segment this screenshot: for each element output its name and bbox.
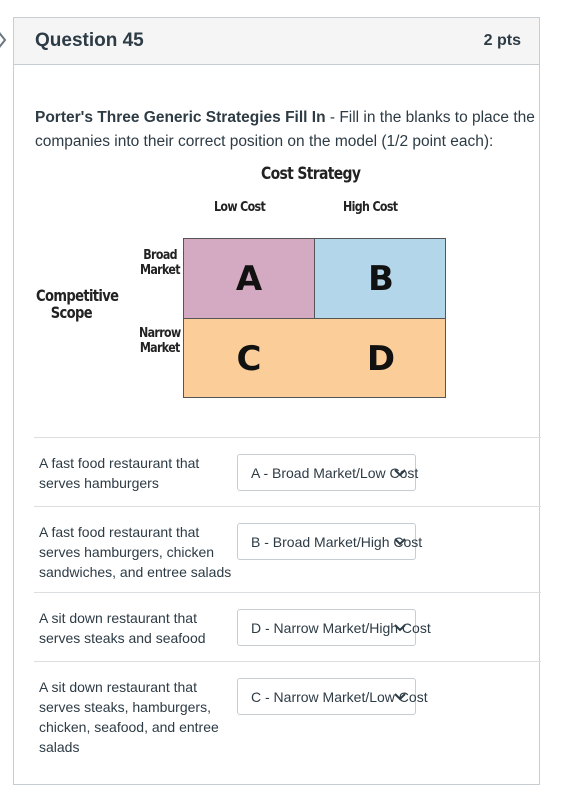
chevron-right-icon xyxy=(0,27,8,53)
prompt-title: Porter's Three Generic Strategies Fill In xyxy=(35,109,326,126)
scope-label: Scope xyxy=(50,303,93,322)
list-item xyxy=(34,437,541,506)
narrow-label: Narrow xyxy=(139,325,181,341)
low-cost-label: Low Cost xyxy=(214,199,266,215)
list-item xyxy=(34,661,541,766)
quadrant-a-letter: A xyxy=(235,259,263,299)
quadrant-c-letter: C xyxy=(236,339,262,379)
answer-select[interactable] xyxy=(237,523,423,560)
high-cost-label: High Cost xyxy=(343,199,398,215)
competitive-label: Competitive xyxy=(36,286,119,305)
answer-select[interactable] xyxy=(237,609,431,646)
quadrant-cd xyxy=(183,318,446,398)
question-points: 2 pts xyxy=(483,32,521,49)
list-item xyxy=(34,506,541,592)
quadrant-b-letter: B xyxy=(368,259,394,299)
item-description: A sit down restaurant that serves steaks, hamburgers, chicken, seafood, and entree salads xyxy=(39,679,219,755)
selected-value: C - Narrow Market/Low Cost xyxy=(251,688,428,705)
broad-market-label xyxy=(140,248,180,278)
answer-select[interactable] xyxy=(237,454,419,491)
narrow-market-label xyxy=(139,326,181,356)
item-description: A fast food restaurant that serves hamburgers, chicken sandwiches, and entree salads xyxy=(39,524,232,580)
question-title: Question 45 xyxy=(35,30,144,51)
question-prompt xyxy=(35,106,535,154)
chevron-down-icon xyxy=(393,537,407,547)
broad-label: Broad xyxy=(143,247,177,263)
selected-value: D - Narrow Market/High Cost xyxy=(251,619,431,636)
answer-select[interactable] xyxy=(237,678,428,715)
narrow-market-word: Market xyxy=(139,340,180,356)
selected-value: B - Broad Market/High Cost xyxy=(251,533,423,550)
chevron-down-icon xyxy=(393,468,407,478)
item-description: A sit down restaurant that serves steaks and seafood xyxy=(39,610,206,646)
competitive-scope-label xyxy=(36,287,118,321)
item-description: A fast food restaurant that serves hamburgers xyxy=(39,455,200,491)
broad-market-word: Market xyxy=(140,262,180,278)
list-item xyxy=(34,592,541,661)
chevron-down-icon xyxy=(393,692,407,702)
answer-list xyxy=(34,437,541,766)
porter-strategy-model xyxy=(32,164,462,384)
question-card xyxy=(13,17,540,785)
chevron-down-icon xyxy=(393,623,407,633)
question-header xyxy=(14,18,539,65)
quadrant-d-letter: D xyxy=(366,339,396,379)
cost-strategy-heading: Cost Strategy xyxy=(261,164,361,184)
selected-value: A - Broad Market/Low Cost xyxy=(251,464,419,481)
prompt-instructions: - Fill in the blanks to place the companies into their correct position on the model (1/2 point each): xyxy=(35,109,535,150)
